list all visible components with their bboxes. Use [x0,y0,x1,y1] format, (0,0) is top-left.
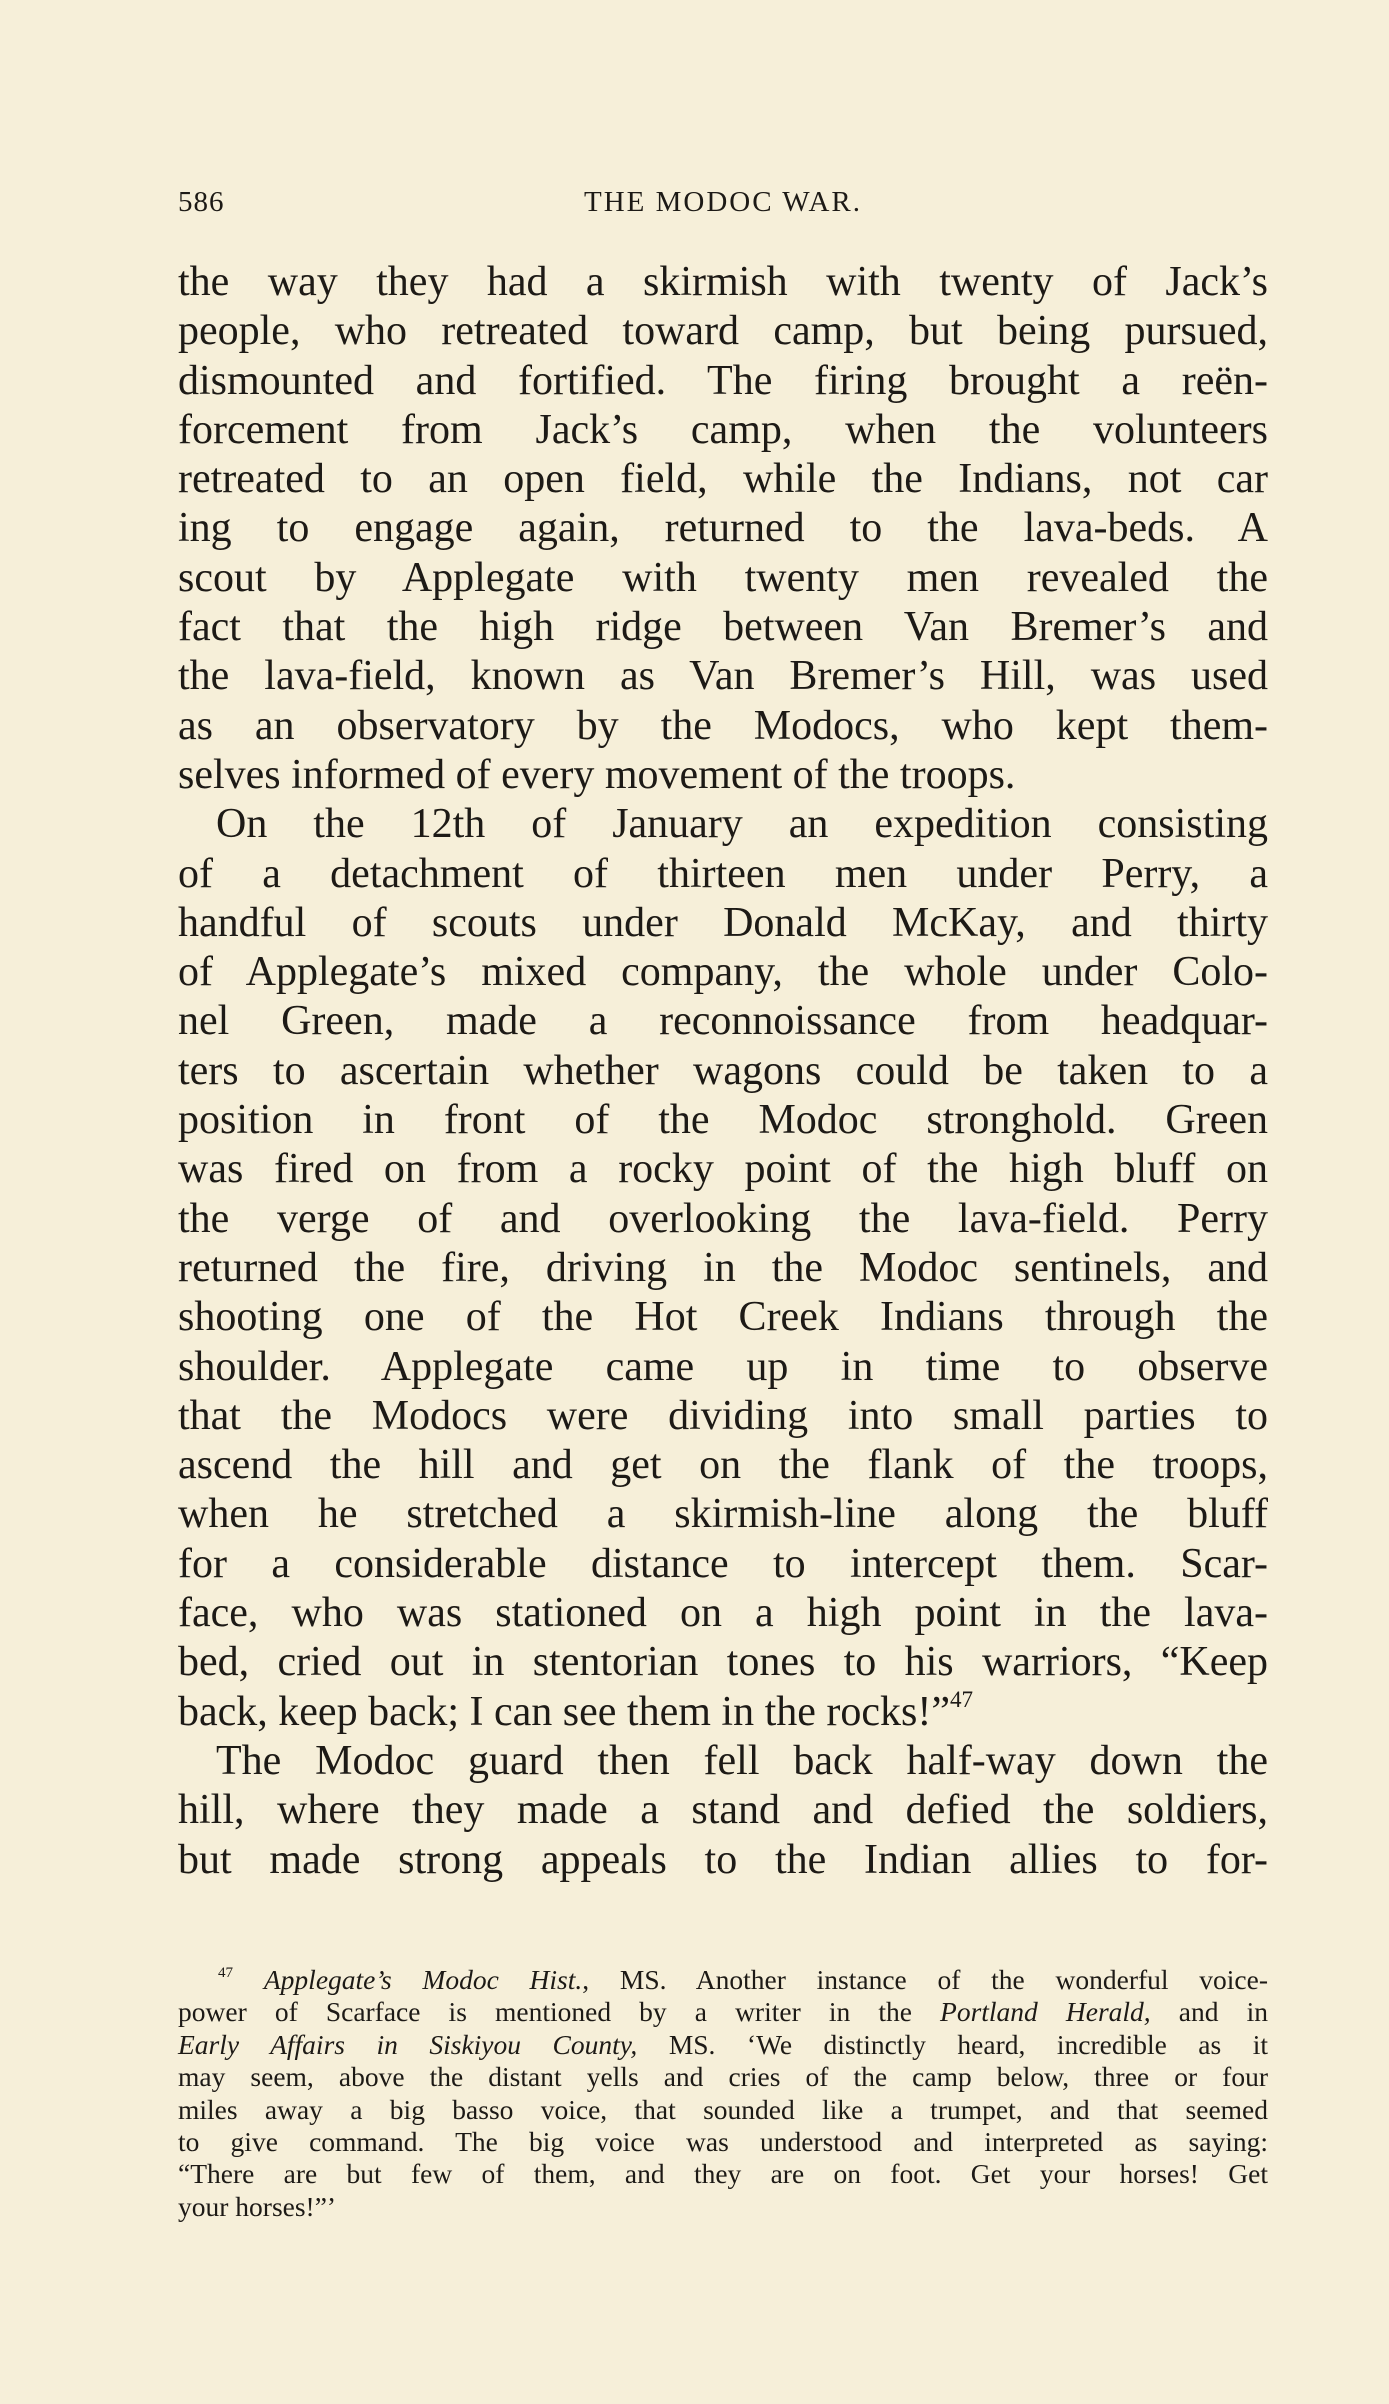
running-head [178,186,1268,226]
footnote-line [178,2029,1268,2061]
text-line: ascend the hill and get on the flank of the troops, [178,1442,1268,1489]
text-line: that the Modocs were dividing into small parties to [178,1392,1268,1439]
text-line: the lava-field, known as Van Bremer’s Hill, was used [178,653,1268,700]
text-line: as an observatory by the Modocs, who kept them- [178,702,1268,749]
footnote-line: your horses!”’ [178,2190,337,2222]
text-line: the way they had a skirmish with twenty of Jack’s [178,259,1268,305]
text-line: when he stretched a skirmish-line along the bluff [178,1491,1268,1538]
footnote-text: , MS. Another instance of the wonderful voice- [582,1964,1269,1995]
text-line: was fired on from a rocky point of the high bluff on [178,1146,1268,1193]
text-line: bed, cried out in stentorian tones to his warriors, “Keep [178,1639,1268,1686]
footnote-line: to give command. The big voice was understood and interpreted as saying: [178,2125,1268,2157]
text-line: selves informed of every movement of the troops. [178,751,1016,798]
footnote-citation: Early Affairs in Siskiyou County, [178,2028,638,2060]
text-line: people, who retreated toward camp, but being pursued, [178,308,1268,355]
text-line: shooting one of the Hot Creek Indians through the [178,1294,1268,1341]
text-line: hill, where they made a stand and defied the soldiers, [178,1787,1268,1834]
text-line: but made strong appeals to the Indian allies to for- [178,1836,1268,1883]
text-line: On the 12th of January an expedition consisting [216,801,1268,848]
text-line: scout by Applegate with twenty men revealed the [178,554,1268,601]
text-line: handful of scouts under Donald McKay, and thirty [178,899,1268,946]
text-line: forcement from Jack’s camp, when the volunteers [178,406,1268,453]
footnote-line [178,1996,1268,2028]
running-title: THE MODOC WAR. [584,186,862,218]
footnote-citation: Applegate’s Modoc Hist. [263,1964,583,1995]
text-line: face, who was stationed on a high point in the lava- [178,1590,1268,1637]
text-line: fact that the high ridge between Van Bremer’s and [178,604,1268,651]
text-line: of a detachment of thirteen men under Perry, a [178,850,1268,897]
text-line: dismounted and fortified. The firing brought a reën- [178,357,1268,404]
text-line: ters to ascertain whether wagons could be taken to a [178,1047,1268,1094]
footnote-text: MS. ‘We distinctly heard, incredible as it [637,2028,1268,2060]
footnote-text: power of Scarface is mentioned by a writer in the [178,1996,941,2028]
page-number: 586 [178,186,225,218]
footnote [178,1964,1268,2223]
footnote-marker: 47 [218,1965,234,1982]
text-line: for a considerable distance to intercept them. Scar- [178,1540,1268,1587]
body-text [178,258,1268,1885]
text-line: back, keep back; I can see them in the rocks!” [178,1688,950,1735]
text-line: retreated to an open field, while the Indians, not car [178,456,1268,503]
text-line: The Modoc guard then fell back half-way down the [216,1737,1268,1784]
footnote-line: may seem, above the distant yells and cries of the camp below, three or four [178,2061,1268,2093]
footnote-reference[interactable]: 47 [949,1686,974,1713]
footnote-line: “There are but few of them, and they are on foot. Get your horses! Get [178,2158,1268,2190]
text-line: position in front of the Modoc stronghold. Green [178,1097,1268,1144]
text-line: of Applegate’s mixed company, the whole under Colo- [178,949,1268,996]
footnote-line [178,1964,1268,1996]
text-line: nel Green, made a reconnoissance from headquar- [178,998,1268,1045]
text-line: returned the fire, driving in the Modoc sentinels, and [178,1244,1268,1291]
text-line: shoulder. Applegate came up in time to observe [178,1343,1268,1390]
text-line: ing to engage again, returned to the lava-beds. A [178,505,1268,552]
footnote-citation: Portland Herald, [940,1996,1151,2028]
footnote-text: and in [1150,1996,1268,2028]
footnote-line: miles away a big basso voice, that sounded like a trumpet, and that seemed [178,2093,1268,2125]
text-line-with-note [178,1688,1268,1737]
text-line: the verge of and overlooking the lava-field. Perry [178,1195,1268,1242]
